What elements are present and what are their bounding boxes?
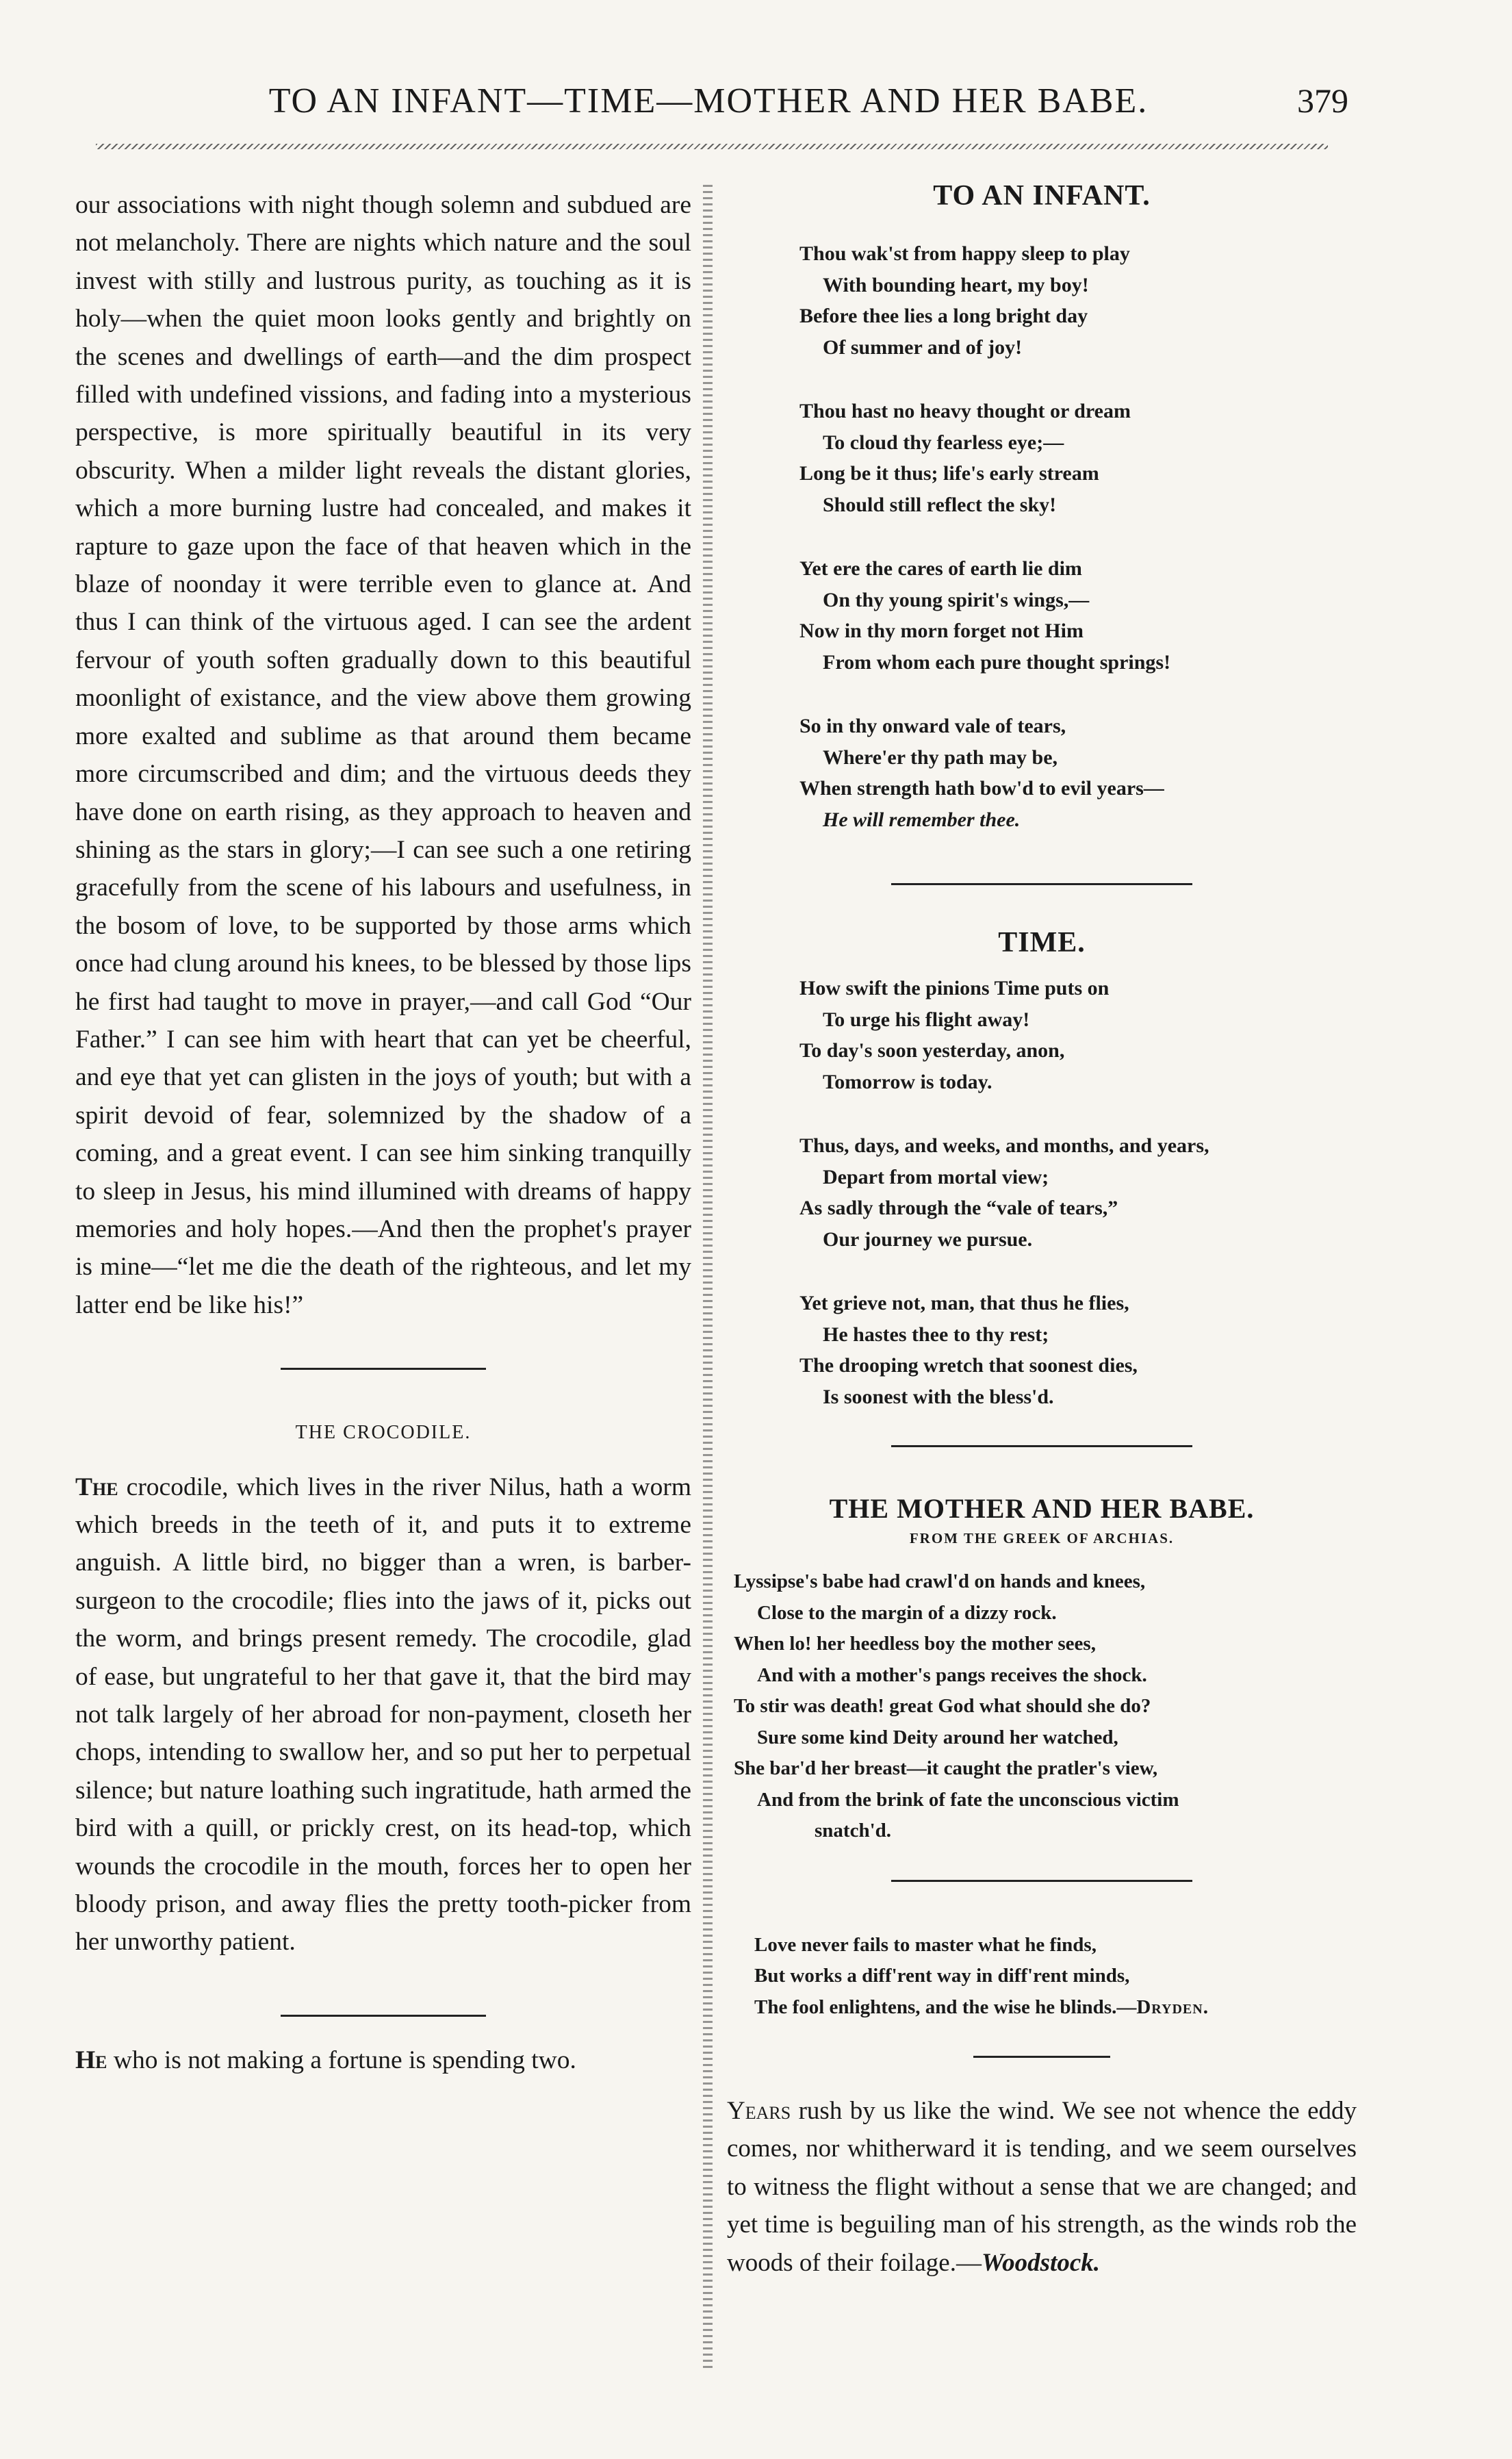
section-separator [891,883,1192,885]
crocodile-paragraph [75,1468,691,1961]
section-separator [891,1445,1192,1447]
poem-line: Thou hast no heavy thought or dream [799,400,1131,422]
poem-line: Yet ere the cares of earth lie dim [799,557,1082,580]
column-divider [703,185,713,2369]
left-column [75,186,691,2079]
poem-line: To cloud thy fearless eye;— [823,431,1064,454]
poem-line: How swift the pinions Time puts on [799,977,1110,999]
dryden-verse [754,1930,1357,2024]
poem-line: He hastes thee to thy rest; [823,1323,1049,1346]
poem-line: When lo! her heedless boy the mother sees, [734,1633,1096,1655]
poem-title-mother: THE MOTHER AND HER BABE. [829,1493,1255,1524]
poem-credit: FROM THE GREEK OF ARCHIAS. [909,1530,1175,1546]
poem-line: From whom each pure thought springs! [823,650,1171,674]
stanza [799,553,1357,678]
stanza [799,1130,1357,1255]
stanza [799,238,1357,363]
crocodile-heading: THE CROCODILE. [295,1422,472,1444]
poem-line: The drooping wretch that soonest dies, [799,1354,1138,1377]
stanza [799,973,1357,1097]
poem-line: Thou wak'st from happy sleep to play [799,242,1130,265]
poem-line: And with a mother's pangs receives the shock. [757,1664,1147,1686]
poem-line: To stir was death! great God what should she do? [734,1695,1151,1717]
poem-line: Love never fails to master what he finds, [754,1933,1097,1956]
poem-line: Where'er thy path may be, [823,746,1058,769]
poem-line: And from the brink of fate the unconscious victim [757,1788,1179,1811]
stanza [799,711,1357,835]
poem-line: Our journey we pursue. [823,1227,1033,1251]
poem-line: Depart from mortal view; [823,1165,1049,1188]
poem-line: On thy young spirit's wings,— [823,588,1090,611]
section-separator [891,1880,1192,1882]
poem-line: Before thee lies a long bright day [799,305,1088,327]
poem-line: Is soonest with the bless'd. [823,1385,1054,1408]
poem-infant [799,238,1357,835]
page-header [205,81,1355,142]
crocodile-lead-word: The [75,1473,118,1501]
poem-line: Tomorrow is today. [823,1070,992,1093]
poem-title-infant: TO AN INFANT. [933,180,1151,212]
poem-line [754,1992,1357,2024]
poem-line: snatch'd. [815,1820,892,1842]
poem-line: Close to the margin of a dizzy rock. [757,1601,1057,1624]
poem-line: She bar'd her breast—it caught the pratler's view, [734,1757,1158,1779]
years-source: Woodstock. [981,2248,1100,2277]
essay-paragraph: our associations with night though solemn and subdued are not melancholy. There are nights which nature and the soul invest with stilly and lustrous purity, as touching as it is holy—when the quiet moon looks gently and brightly on the scenes and dwellings of earth—and the dim prospect filled with undefined vissions, and fading into a mysterious perspective, is more spiritually beautiful in its very obscurity. When a milder light reveals the distant glories, which a more burning lustre had concealed, and makes it rapture to gaze upon the face of that heaven which in the blaze of noonday it were terrible even to glance at. And thus I can think of the virtuous aged. I can see the ardent fervour of youth soften gradually down to this beautiful moonlight of existance, and the view above them growing more exalted and sublime as that around them became more circumscribed and dim; and the virtuous deeds they have done on earth rising, as they approach to heaven and shining as the stars in glory;—I can see such a one retiring gracefully from the scene of his labours and usefulness, in the bosom of love, to be supported by those arms which once had clung around his knees, to be blessed by those lips he first had taught to move in prayer,—and call God “Our Father.” I can see him with heart that can yet be cheerful, and eye that yet can glisten in the joys of youth; but with a spirit devoid of fear, solemnized by the shadow of a coming, and a great event. I can see him sinking tranquilly to sleep in Jesus, his mind illumined with dreams of happy memories and holy hopes.—And then the prophet's prayer is mine—“let me die the death of the righteous, and let my latter end be like his!” [75,191,691,1319]
poem-line: Thus, days, and weeks, and months, and years, [799,1134,1209,1157]
dryden-line-text: The fool enlightens, and the wise he blinds.— [754,1996,1137,2018]
section-separator [281,2015,486,2017]
poem-time [799,973,1357,1412]
dryden-attribution: Dryden. [1136,1996,1209,2018]
right-column [727,179,1357,2282]
header-wavy-rule [96,144,1328,149]
stanza [799,396,1357,520]
poem-mother [734,1566,1357,1847]
poem-line: Long be it thus; life's early stream [799,462,1099,485]
stanza [799,1288,1357,1412]
page-number: 379 [1297,81,1348,120]
poem-line: Lyssipse's babe had crawl'd on hands and knees, [734,1570,1146,1592]
poem-line: Yet grieve not, man, that thus he flies, [799,1292,1129,1314]
poem-line: But works a diff'rent way in diff'rent minds, [754,1965,1130,1987]
fortune-text: who is not making a fortune is spending two. [107,2046,576,2074]
running-title: TO AN INFANT—TIME—MOTHER AND HER BABE. [268,81,1149,120]
crocodile-text: crocodile, which lives in the river Nilus, hath a worm which breeds in the teeth of it, and puts it to extreme anguish. A little bird, no bigger than a wren, is barber-surgeon to the crocodile; flies into the jaws of it, picks out the worm, and brings present remedy. The crocodile, glad of ease, but ungrateful to her that gave it, that the bird may not talk largely of her abroad for non-payment, closeth her chops, intending to swallow her, and so put her to perpetual silence; but nature loathing such ingratitude, hath armed the bird with a quill, or prickly crest, on its head-top, which wounds the crocodile in the mouth, forces her to open her bloody prison, and away flies the pretty tooth-picker from her unworthy patient. [75,1473,691,1957]
years-paragraph [727,2092,1357,2282]
poem-line: To urge his flight away! [823,1008,1030,1031]
poem-line: As sadly through the “vale of tears,” [799,1197,1118,1219]
poem-line: Now in thy morn forget not Him [799,620,1084,642]
poem-line: Sure some kind Deity around her watched, [757,1726,1118,1748]
fortune-paragraph [75,2041,691,2079]
fortune-lead-word: He [75,2046,107,2074]
poem-line: So in thy onward vale of tears, [799,715,1066,737]
poem-line: To day's soon yesterday, anon, [799,1039,1065,1062]
poem-line: He will remember thee. [823,808,1021,831]
section-separator [973,2056,1110,2058]
poem-title-time: TIME. [998,927,1086,958]
years-text: rush by us like the wind. We see not whence the eddy comes, nor whitherward it is tending, and we seem ourselves to witness the flight without a sense that we are changed; and yet time is beguiling man of his strength, as the winds rob the woods of their foilage.— [727,2097,1357,2277]
poem-line: Should still reflect the sky! [823,493,1057,516]
section-separator [281,1368,486,1370]
poem-line: Of summer and of joy! [823,335,1023,359]
years-lead-word: Years [727,2097,791,2125]
poem-line: With bounding heart, my boy! [823,273,1089,296]
poem-line: When strength hath bow'd to evil years— [799,777,1164,800]
